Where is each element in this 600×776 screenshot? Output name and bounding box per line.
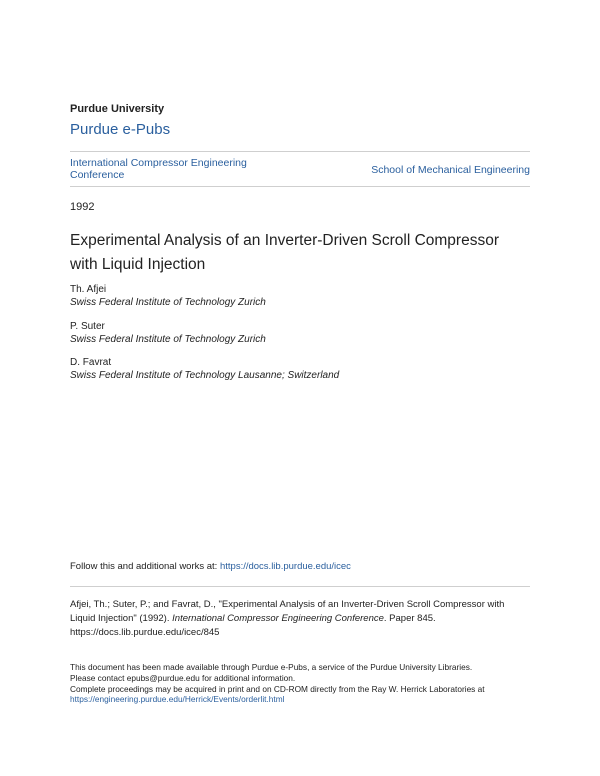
footer-notice <box>70 662 540 705</box>
footer-url-link[interactable]: https://engineering.purdue.edu/Herrick/Events/orderlit.html <box>70 694 285 705</box>
footer-line-3: Complete proceedings may be acquired in print and on CD-ROM directly from the Ray W. Herrick Laboratories at <box>70 683 485 694</box>
author-name: P. Suter <box>70 321 105 332</box>
citation-venue: International Compressor Engineering Conference <box>172 613 384 624</box>
bottom-divider <box>70 186 530 187</box>
author-1 <box>70 283 266 309</box>
paper-title: Experimental Analysis of an Inverter-Driven Scroll Compressor with Liquid Injection <box>70 232 499 273</box>
epubs-link[interactable]: Purdue e-Pubs <box>70 121 171 138</box>
top-divider <box>70 151 530 152</box>
publication-year: 1992 <box>70 201 95 213</box>
author-affiliation: Swiss Federal Institute of Technology Zurich <box>70 334 266 345</box>
footer-line-2: Please contact epubs@purdue.edu for additional information. <box>70 672 296 683</box>
follow-line <box>70 561 351 572</box>
conference-link[interactable]: International Compressor Engineering Conference <box>70 157 247 181</box>
university-name: Purdue University <box>70 103 165 115</box>
author-affiliation: Swiss Federal Institute of Technology Lausanne; Switzerland <box>70 370 340 381</box>
citation-text: Afjei, Th.; Suter, P.; and Favrat, D., "Experimental Analysis of an Inverter-Driven Scroll Compressor with Liquid Injection" (1992). <box>70 599 505 624</box>
follow-text: Follow this and additional works at: <box>70 561 220 572</box>
citation-url: https://docs.lib.purdue.edu/icec/845 <box>70 627 220 638</box>
citation-block <box>70 598 530 640</box>
citation-divider <box>70 586 530 587</box>
author-2 <box>70 320 266 346</box>
author-name: Th. Afjei <box>70 284 107 295</box>
author-name: D. Favrat <box>70 357 112 368</box>
footer-line-1: This document has been made available through Purdue e-Pubs, a service of the Purdue University Libraries. <box>70 662 473 672</box>
author-3 <box>70 356 339 382</box>
author-affiliation: Swiss Federal Institute of Technology Zurich <box>70 297 266 308</box>
citation-paper: . Paper 845. <box>383 613 436 624</box>
follow-url-link[interactable]: https://docs.lib.purdue.edu/icec <box>219 561 351 572</box>
school-link[interactable]: School of Mechanical Engineering <box>371 164 530 176</box>
